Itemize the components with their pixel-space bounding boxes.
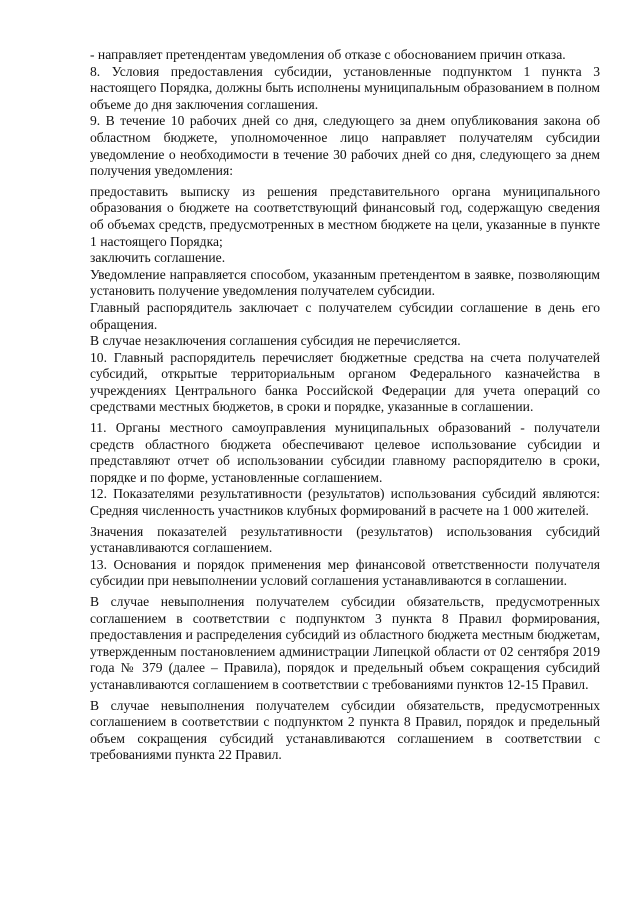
paragraph-item-8: 8. Условия предоставления субсидии, установленные подпунктом 1 пункта 3 настоящего Порядка, должны быть исполнены муниципальным образованием в полном объеме до дня заключения соглашения. [90,63,600,112]
paragraph-notification-method: Уведомление направляется способом, указанным претендентом в заявке, позволяющим установить получение уведомления получателем субсидии. [90,266,600,299]
paragraph-item-12: 12. Показателями результативности (результатов) использования субсидий являются: Средняя численность участников клубных формирований в расчете на 1 000 жителей. [90,486,600,519]
paragraph-item-13: 13. Основания и порядок применения мер финансовой ответственности получателя субсидии при невыполнении условий соглашения устанавливаются в соглашении. [90,556,600,589]
paragraph-notification-refusal: - направляет претендентам уведомления об отказе с обоснованием причин отказа. [90,47,566,62]
paragraph-no-agreement: В случае незаключения соглашения субсидия не перечисляется. [90,333,461,349]
paragraph-indicator-values: Значения показателей результативности (результатов) использования субсидий устанавливаются соглашением. [90,523,600,556]
paragraph-nonfulfillment-1: В случае невыполнения получателем субсидии обязательств, предусмотренных соглашением в соответствии с подпунктом 3 пункта 8 Правил формирования, предоставления и распределения субсидий из областного бюджета местным бюджетам, утвержденным постановлением администрации Липецкой области от 02 сентября 2019 года № 379 (далее – Правила), порядок и предельный объем сокращения субсидий устанавливаются соглашением в соответствии с требованиями пунктов 12-15 Правил. [90,594,600,692]
paragraph-item-10: 10. Главный распорядитель перечисляет бюджетные средства на счета получателей субсидий, открытые территориальным органом Федерального казначейства в учреждениях Центрального банка Российской Федерации для учета операций со средствами местных бюджетов, в сроки и порядке, указанные в соглашении. [90,349,600,415]
paragraph-conclude-agreement: заключить соглашение. [90,250,226,266]
paragraph-main-manager-agreement: Главный распорядитель заключает с получателем субсидии соглашение в день его обращения. [90,299,600,332]
paragraph-nonfulfillment-2: В случае невыполнения получателем субсидии обязательств, предусмотренных соглашением в соответствии с подпунктом 2 пункта 8 Правил, порядок и предельный объем сокращения субсидий устанавливаются соглашением в соответствии с требованиями пункта 22 Правил. [90,697,600,763]
paragraph-item-11: 11. Органы местного самоуправления муниципальных образований - получатели средств областного бюджета обеспечивают целевое использование субсидии и представляют отчет об использовании субсидии главному распорядителю в сроки, порядке и по форме, установленные соглашением. [90,420,600,485]
paragraph-provide-extract: предоставить выписку из решения представительного органа муниципального образования о бюджете на соответствующий финансовый год, содержащую сведения об объемах средств, предусмотренных в местном бюджете на цели, указанные в пункте 1 настоящего Порядка; [90,183,600,249]
paragraph-item-9: 9. В течение 10 рабочих дней со дня, следующего за днем опубликования закона об областном бюджете, уполномоченное лицо направляет получателям субсидии уведомление о необходимости в течение 30 рабочих дней со дня, следующего за днем получения уведомления: [90,113,600,179]
